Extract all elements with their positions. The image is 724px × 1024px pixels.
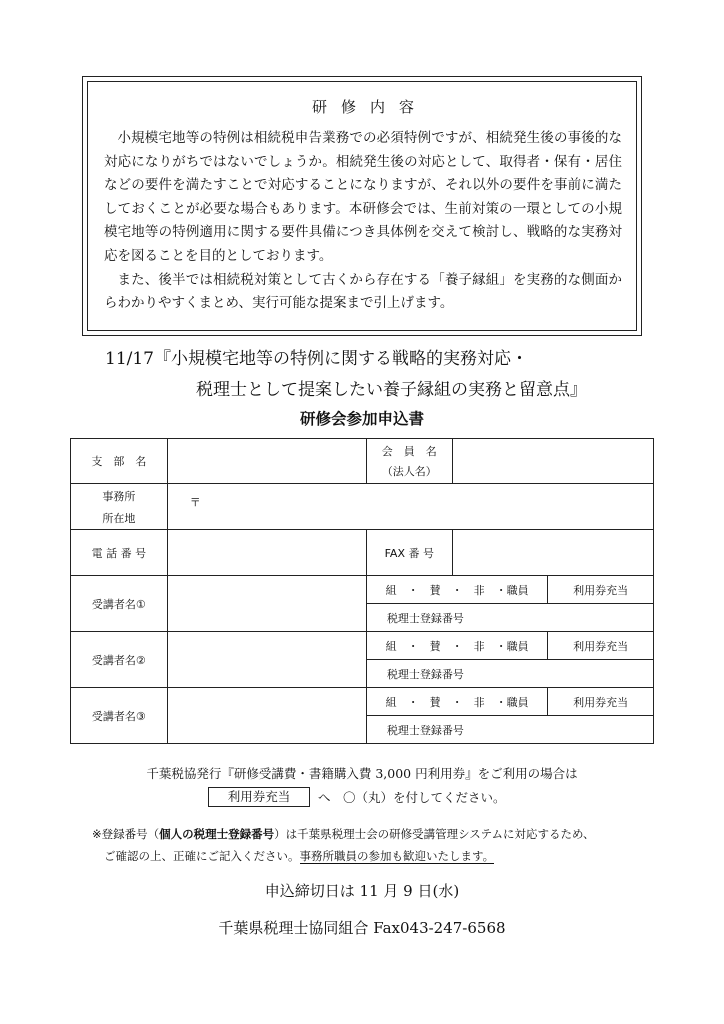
deadline: 申込締切日は 11 月 9 日(水) <box>264 882 460 900</box>
status-options-1[interactable]: 組 ・ 賛 ・ 非 ・職員 <box>366 576 547 604</box>
status-options-2[interactable]: 組 ・ 賛 ・ 非 ・職員 <box>366 632 547 660</box>
registration-number-2[interactable]: 税理士登録番号 <box>366 660 653 688</box>
attendee-name-field-3[interactable] <box>167 688 366 744</box>
headline-line-2: 税理士として提案したい養子縁組の実務と留意点』 <box>196 380 587 400</box>
confirmation-note <box>104 848 494 864</box>
member-label: 会 員 名 <box>381 445 437 458</box>
voucher-instruction: へ 〇（丸）を付してください。 <box>318 790 506 805</box>
content-paragraph-1: 小規模宅地等の特例は相続税申告業務での必須特例ですが、相続発生後の事後的な対応になりがちではないでしょうか。相続発生後の対応として、取得者・保有・居住などの要件を満たすことで対応することになりますが、それ以外の要件を事前に満たしておくことが必要な場合もあります。本研修会では、生前対策の一環としての小規模宅地等の特例適用に関する要件具備につき具体例を交えて検討し、戦略的な実務対応を図ることを目的としております。 <box>104 130 622 264</box>
staff-welcome-note: 事務所職員の参加も歓迎いたします。 <box>299 849 495 863</box>
branch-label: 支 部 名 <box>71 439 168 484</box>
registration-note-bold: 個人の税理士登録番号 <box>159 827 275 841</box>
postal-mark: 〒 <box>189 496 201 509</box>
confirmation-note-a: ご確認の上、正確にご記入ください。 <box>104 849 300 863</box>
office-address-field[interactable] <box>167 484 653 530</box>
voucher-note: 千葉税協発行『研修受講費・書籍購入費 3,000 円利用券』をご利用の場合は <box>146 766 578 781</box>
registration-note-a: ※登録番号（ <box>92 827 160 841</box>
attendee-label-2: 受講者名② <box>71 632 168 688</box>
voucher-column-2[interactable]: 利用券充当 <box>548 632 654 660</box>
attendee-label-1: 受講者名① <box>71 576 168 632</box>
application-form <box>70 438 654 744</box>
attendee-name-field-2[interactable] <box>167 632 366 688</box>
attendee-name-field-1[interactable] <box>167 576 366 632</box>
office-label-2: 所在地 <box>102 511 136 525</box>
content-box <box>82 76 642 336</box>
voucher-column-1[interactable]: 利用券充当 <box>548 576 654 604</box>
content-box-inner <box>87 81 637 331</box>
fax-label: FAX 番 号 <box>366 530 452 576</box>
registration-note-c: ）は千葉県税理士会の研修受講管理システムに対応するため、 <box>274 827 595 841</box>
headline-line-1: 11/17『小規模宅地等の特例に関する戦略的実務対応・ <box>105 349 528 369</box>
member-label-cell <box>366 439 452 484</box>
office-label-cell <box>71 484 168 530</box>
content-title: 研修内容 <box>311 98 428 116</box>
registration-number-3[interactable]: 税理士登録番号 <box>366 716 653 744</box>
attendee-label-3: 受講者名③ <box>71 688 168 744</box>
branch-field[interactable] <box>167 439 366 484</box>
form-title: 研修会参加申込書 <box>299 410 424 428</box>
voucher-column-3[interactable]: 利用券充当 <box>548 688 654 716</box>
office-label-1: 事務所 <box>102 489 136 503</box>
status-options-3[interactable]: 組 ・ 賛 ・ 非 ・職員 <box>366 688 547 716</box>
member-field[interactable] <box>452 439 653 484</box>
registration-number-1[interactable]: 税理士登録番号 <box>366 604 653 632</box>
registration-note <box>92 826 595 842</box>
content-paragraph-2: また、後半では相続税対策として古くから存在する「養子縁組」を実務的な側面からわかりやすくまとめ、実行可能な提案まで引上げます。 <box>104 271 622 312</box>
phone-label: 電 話 番 号 <box>71 530 168 576</box>
contact-fax: 千葉県税理士協同組合 Fax043-247-6568 <box>218 919 506 937</box>
phone-field[interactable] <box>167 530 366 576</box>
fax-field[interactable] <box>452 530 653 576</box>
voucher-box: 利用券充当 <box>208 787 310 807</box>
member-sublabel: （法人名） <box>381 465 437 478</box>
